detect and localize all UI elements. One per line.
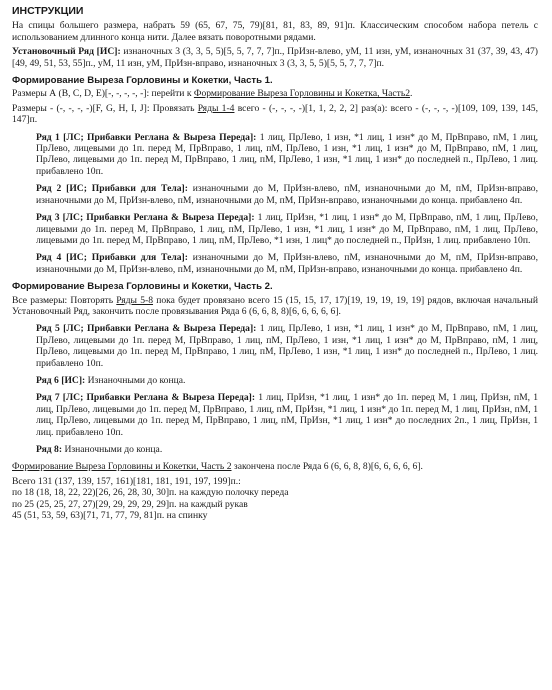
part1-row-2	[36, 183, 538, 206]
part2-intro-prefix: Все размеры: Повторять	[12, 294, 117, 306]
part2-row-7	[36, 392, 538, 438]
part2-link[interactable]: Формирование Выреза Горловины и Кокетка, Часть2	[193, 88, 410, 100]
part1-heading: Формирование Выреза Горловины и Кокетки, Часть 1.	[12, 75, 273, 87]
summary-front: по 18 (18, 18, 22, 22)[26, 26, 28, 30, 30]п. на каждую полочку переда	[12, 487, 289, 499]
page-title: ИНСТРУКЦИИ	[12, 5, 84, 17]
row-label: Ряд 6 [ИС]:	[36, 374, 86, 386]
row-text: 1 лиц, ПрИзн, *1 лиц, 1 изн* до 1п. перед М, 1 лиц, ПрИзн, пМ, 1 лиц, ПрЛево, лицевыми до 1п. перед М, ПрВправо, 1 лиц, пМ, ПрИзн, *1 лиц, 1 изн* до 1п. перед М, 1 лиц, ПрИзн, пМ, 1 лиц, ПрЛево, лицевыми до 1п. перед М, ПрВправо, 1 лиц, пМ, ПрИзн, *1 лиц, 1 изн* до последних 2п., 1 лиц, ПрИзн, 1 лиц. прибавлено 10п.	[36, 392, 538, 438]
summary-total: Всего 131 (137, 139, 157, 161)[181, 181, 191, 197, 199]п.:	[12, 475, 241, 487]
setup-row-text: изнаночных 3 (3, 3, 5, 5)[5, 5, 7, 7, 7]п., ПрИзн-влево, уМ, 11 изн, уМ, изнаночных 31 (37, 39, 43, 47)[49, 49, 51, 53, 55]п., уМ, 11 изн, уМ, ПрИзн-вправо, изнаночных 3 (3, 3, 5, 5)[5, 5, 7, 7, 7]п.	[12, 46, 538, 69]
part2-intro	[12, 295, 538, 318]
row-text: изнаночными до М, ПрИзн-влево, пМ, изнаночными до М, пМ, ПрИзн-вправо, изнаночными до М, ПрИзн-влево, пМ, изнаночными до М, пМ, ПрИзн-вправо, изнаночными до конца. прибавлено 4п.	[36, 252, 538, 275]
rows-1-4-link[interactable]: Ряды 1-4	[197, 102, 235, 114]
sizes-f-line	[12, 103, 538, 126]
sizes-a-suffix: .	[410, 88, 413, 100]
setup-row	[12, 46, 538, 69]
part1-row-3	[36, 212, 538, 246]
intro-paragraph: На спицы большего размера, набрать 59 (65, 67, 75, 79)[81, 81, 83, 89, 91]п. Классическим способом набора петель с использованием длинного конца нити. Далее вязать поворотными рядами.	[12, 20, 538, 43]
part2-heading: Формирование Выреза Горловины и Кокетки, Часть 2.	[12, 281, 273, 293]
part2-row-5	[36, 323, 538, 369]
row-label: Ряд 4 [ИС; Прибавки для Тела]:	[36, 252, 188, 264]
summary-text: закончена после Ряда 6 (6, 6, 8, 8)[6, 6, 6, 6, 6].	[231, 461, 423, 473]
sizes-f-suffix: всего - (-, -, -, -)[1, 1, 2, 2, 2] раз(а): всего - (-, -, -, -)[109, 109, 139, 145, 147]п.	[12, 102, 539, 126]
summary-sleeve: по 25 (25, 25, 27, 27)[29, 29, 29, 29, 29]п. на каждый рукав	[12, 498, 248, 510]
row-label: Ряд 7 [ЛС; Прибавки Реглана & Выреза Переда]:	[36, 392, 256, 404]
row-text: 1 лиц, ПрИзн, *1 лиц, 1 изн* до М, ПрВправо, пМ, 1 лиц, ПрЛево, лицевыми до 1п. перед М, ПрВправо, 1 лиц, пМ, ПрЛево, 1 изн, *1 лиц, 1 изн* до М, ПрВправо, пМ, 1 лиц, ПрЛево, лицевыми до 1п. перед М, ПрВправо, 1 лиц, пМ, ПрЛево, *1 изн, 1 лиц* до последней п., ПрИзн, 1 лиц. прибавлено 10п.	[36, 212, 538, 246]
row-text: Изнаночными до конца.	[62, 444, 163, 455]
part2-intro-suffix: пока будет провязано всего 15 (15, 15, 17, 17)[19, 19, 19, 19, 19] рядов, включая начальный Установочный Ряд, закончить после провязывания Ряда 6 (6, 6, 8, 8)[6, 6, 6, 6, 6].	[12, 294, 538, 317]
summary-line	[12, 461, 538, 472]
row-text: 1 лиц, ПрЛево, 1 изн, *1 лиц, 1 изн* до М, ПрВправо, пМ, 1 лиц, ПрЛево, лицевыми до 1п. перед М, ПрВправо, 1 лиц, пМ, ПрЛево, 1 изн, *1 лиц, 1 изн* до М, ПрВправо, пМ, 1 лиц, ПрЛево, лицевыми до 1п. перед М, ПрВправо, 1 лиц, пМ, ПрЛево, 1 изн, *1 лиц, 1 изн* до последней п., ПрЛево, 1 лиц. прибавлено 10п.	[36, 323, 538, 369]
part2-row-6	[36, 375, 538, 386]
part2-row-8	[36, 444, 538, 455]
part1-row-4	[36, 252, 538, 275]
row-text: 1 лиц, ПрЛево, 1 изн, *1 лиц, 1 изн* до М, ПрВправо, пМ, 1 лиц, ПрЛево, лицевыми до 1п. перед М, ПрВправо, 1 лиц, пМ, ПрЛево, 1 изн, *1 лиц, 1 изн* до М, ПрВправо, пМ, 1 лиц, ПрЛево, лицевыми до 1п. перед М, ПрВправо, 1 лиц, пМ, ПрЛево, 1 изн, *1 лиц, 1 изн* до последней п., ПрЛево, 1 лиц. прибавлено 10п.	[36, 131, 538, 177]
row-label: Ряд 8:	[36, 444, 63, 455]
row-label: Ряд 2 [ИС; Прибавки для Тела]:	[36, 183, 188, 195]
rows-5-8-link[interactable]: Ряды 5-8	[116, 294, 154, 306]
row-label: Ряд 3 [ЛС; Прибавки Реглана & Выреза Переда]:	[36, 212, 255, 224]
row-text: Изнаночными до конца.	[85, 374, 186, 386]
setup-row-label: Установочный Ряд [ИС]:	[12, 46, 121, 58]
sizes-a-prefix: Размеры А (B, C, D, E)[-, -, -, -, -]: перейти к	[12, 88, 194, 100]
part1-row-1	[36, 132, 538, 178]
row-label: Ряд 1 [ЛС; Прибавки Реглана & Выреза Переда]:	[36, 131, 257, 143]
summary-link[interactable]: Формирование Выреза Горловины и Кокетки, Часть 2	[12, 461, 232, 473]
row-label: Ряд 5 [ЛС; Прибавки Реглана & Выреза Переда]:	[36, 323, 257, 335]
sizes-a-line	[12, 88, 538, 99]
row-text: изнаночными до М, ПрИзн-влево, пМ, изнаночными до М, пМ, ПрИзн-вправо, изнаночными до М, ПрИзн-влево, пМ, изнаночными до М, пМ, ПрИзн-вправо, изнаночными до конца. прибавлено 4п.	[36, 183, 538, 206]
summary-back: 45 (51, 53, 59, 63)[71, 71, 77, 79, 81]п. на спинку	[12, 510, 208, 522]
sizes-f-prefix: Размеры - (-, -, -, -)[F, G, H, I, J]: Провязать	[12, 102, 198, 114]
